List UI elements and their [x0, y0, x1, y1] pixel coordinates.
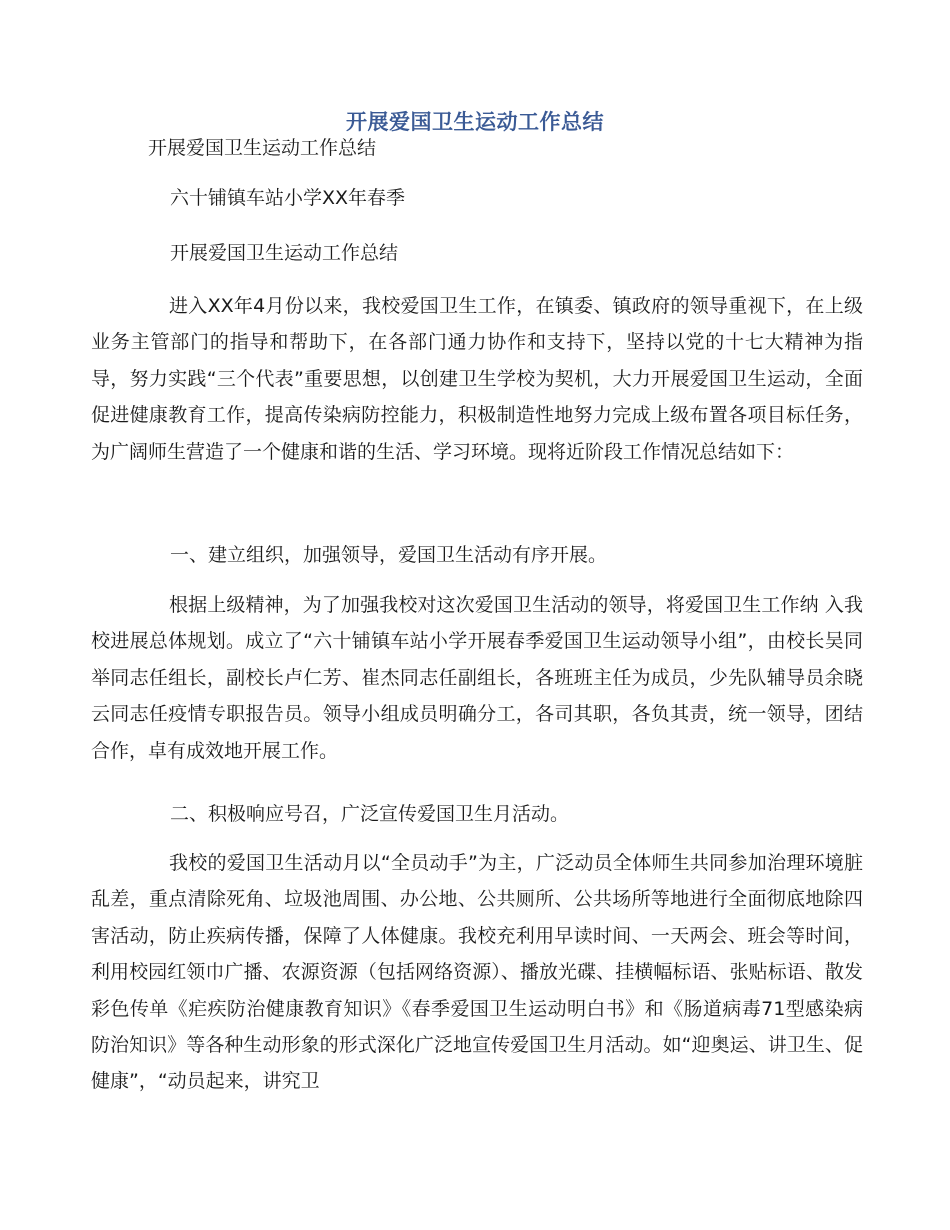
- document-subtitle: 开展爱国卫生运动工作总结: [148, 137, 377, 159]
- paragraph-organization: 根据上级精神，为了加强我校对这次爱国卫生活动的领导，将爱国卫生工作纳 入我校进展总体规划。成立了“六十铺镇车站小学开展春季爱国卫生运动领导小组”，由校长吴同举同志任组长，副校长卢仁芳、崔杰同志任副组长，各班班主任为成员，少先队辅导员余晓云同志任疫情专职报告员。领导小组成员明确分工，各司其职，各负其责，统一领导，团结合作，卓有成效地开展工作。: [91, 594, 863, 762]
- paragraph-publicity: 我校的爱国卫生活动月以“全员动手”为主，广泛动员全体师生共同参加治理环境脏乱差，重点清除死角、垃圾池周围、办公地、公共厕所、公共场所等地进行全面彻底地除四害活动，防止疾病传播，保障了人体健康。我校充利用早读时间、一天两会、班会等时间，利用校园红领巾广播、农源资源（包括网络资源）、播放光碟、挂横幅标语、张贴标语、散发彩色传单《疟疾防治健康教育知识》《春季爱国卫生运动明白书》和《肠道病毒71型感染病防治知识》等各种生动形象的形式深化广泛地宣传爱国卫生月活动。如“迎奥运、讲卫生、促健康”，“动员起来，讲究卫: [91, 852, 863, 1093]
- paragraph-intro: 进入XX年4月份以来，我校爱国卫生工作，在镇委、镇政府的领导重视下，在上级业务主管部门的指导和帮助下，在各部门通力协作和支持下，坚持以党的十七大精神为指导，努力实践“三个代表”重要思想，以创建卫生学校为契机，大力开展爱国卫生运动，全面促进健康教育工作，提高传染病防控能力，积极制造性地努力完成上级布置各项目标任务，为广阔师生营造了一个健康和谐的生活、学习环境。现将近阶段工作情况总结如下：: [91, 295, 863, 463]
- section-heading-one: 一、建立组织，加强领导，爱国卫生活动有序开展。: [170, 544, 608, 566]
- document-title: 开展爱国卫生运动工作总结: [346, 110, 604, 134]
- section-heading-two: 二、积极响应号召，广泛宣传爱国卫生月活动。: [170, 803, 570, 825]
- section-heading: 开展爱国卫生运动工作总结: [170, 242, 399, 264]
- school-line: 六十铺镇车站小学XX年春季: [170, 187, 406, 209]
